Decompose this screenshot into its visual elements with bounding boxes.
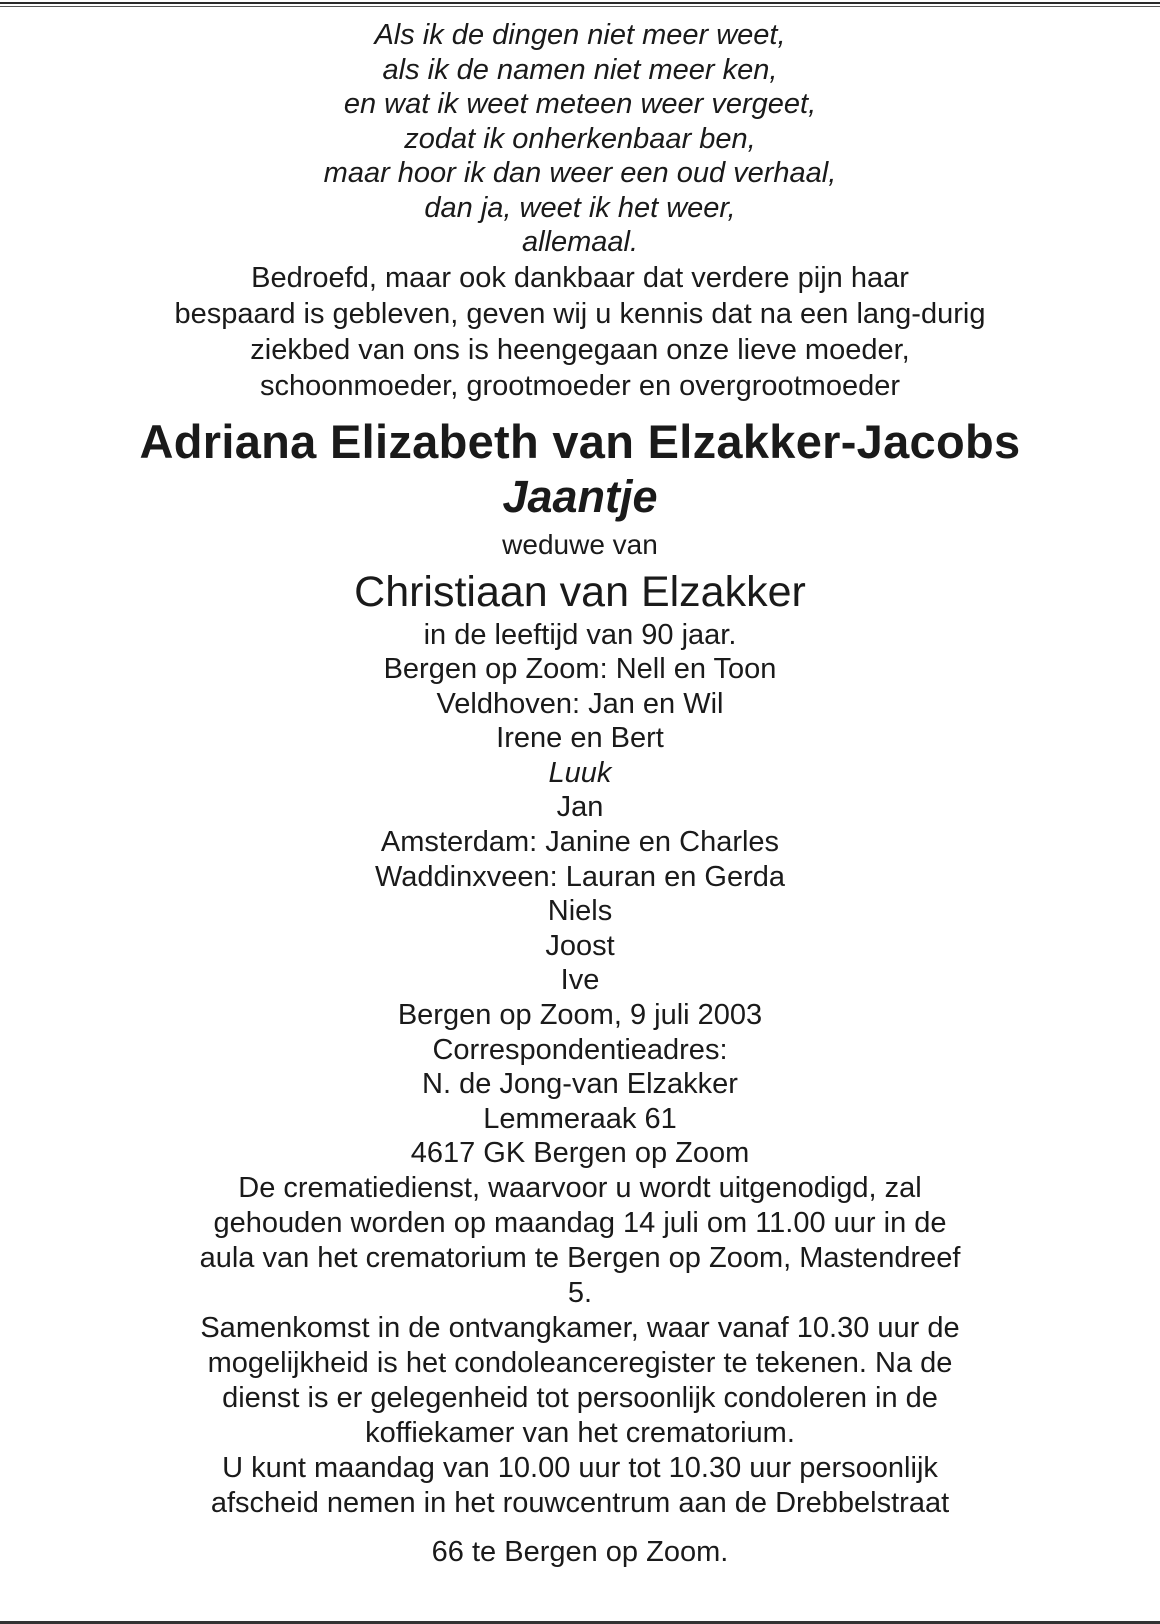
family-line: Niels bbox=[547, 895, 613, 928]
family-line: 4617 GK Bergen op Zoom bbox=[410, 1137, 750, 1170]
family-list bbox=[0, 618, 1160, 1172]
family-line: in de leeftijd van 90 jaar. bbox=[423, 618, 737, 651]
service-line: 5. bbox=[567, 1277, 593, 1309]
poem-line: maar hoor ik dan weer een oud verhaal, bbox=[323, 157, 837, 189]
top-border-line-thick bbox=[0, 2, 1160, 4]
intro-line: schoonmoeder, grootmoeder en overgrootmoeder bbox=[260, 369, 900, 402]
family-line: Lemmeraak 61 bbox=[483, 1102, 677, 1135]
service-line: De crematiedienst, waarvoor u wordt uitgenodigd, zal bbox=[238, 1172, 922, 1204]
poem-line: als ik de namen niet meer ken, bbox=[382, 53, 778, 86]
family-line: Bergen op Zoom: Nell en Toon bbox=[383, 653, 777, 686]
poem-line: dan ja, weet ik het weer, bbox=[424, 191, 736, 224]
closing-line: 66 te Bergen op Zoom. bbox=[431, 1536, 729, 1568]
family-line: Luuk bbox=[548, 756, 612, 789]
family-line: Veldhoven: Jan en Wil bbox=[436, 687, 724, 720]
service-line: mogelijkheid is het condoleanceregister te tekenen. Na de bbox=[207, 1347, 953, 1379]
intro-line: bespaard is gebleven, geven wij u kennis dat na een lang-durig bbox=[174, 297, 986, 330]
poem-line: allemaal. bbox=[521, 226, 639, 258]
family-line: N. de Jong-van Elzakker bbox=[422, 1068, 738, 1101]
obituary-card bbox=[0, 18, 1160, 1570]
top-border bbox=[0, 0, 1160, 10]
family-line: Joost bbox=[545, 929, 615, 962]
service-details bbox=[0, 1171, 1160, 1521]
family-line: Bergen op Zoom, 9 juli 2003 bbox=[397, 999, 763, 1032]
family-line: Irene en Bert bbox=[496, 722, 664, 755]
deceased-nickname: Jaantje bbox=[502, 470, 658, 522]
service-line: dienst is er gelegenheid tot persoonlijk condoleren in de bbox=[222, 1382, 938, 1414]
service-line: afscheid nemen in het rouwcentrum aan de Drebbelstraat bbox=[210, 1487, 950, 1519]
family-line: Correspondentieadres: bbox=[432, 1033, 728, 1066]
intro-line: ziekbed van ons is heengegaan onze lieve moeder, bbox=[250, 333, 910, 366]
service-line: U kunt maandag van 10.00 uur tot 10.30 uur persoonlijk bbox=[222, 1452, 938, 1484]
family-line: Waddinxveen: Lauran en Gerda bbox=[374, 860, 786, 893]
service-line: aula van het crematorium te Bergen op Zoom, Mastendreef bbox=[199, 1242, 961, 1274]
deceased-name: Adriana Elizabeth van Elzakker-Jacobs bbox=[139, 414, 1021, 468]
service-line: gehouden worden op maandag 14 juli om 11.00 uur in de bbox=[213, 1207, 947, 1239]
poem bbox=[0, 18, 1160, 260]
intro-line: Bedroefd, maar ook dankbaar dat verdere pijn haar bbox=[251, 261, 909, 294]
family-line: Ive bbox=[560, 964, 600, 997]
poem-line: zodat ik onherkenbaar ben, bbox=[404, 122, 756, 155]
service-line: Samenkomst in de ontvangkamer, waar vanaf 10.30 uur de bbox=[200, 1312, 960, 1344]
husband-name: Christiaan van Elzakker bbox=[354, 567, 806, 616]
top-border-line-thin bbox=[0, 6, 1160, 7]
service-line: koffiekamer van het crematorium. bbox=[365, 1417, 795, 1449]
poem-line: Als ik de dingen niet meer weet, bbox=[374, 19, 786, 51]
family-line: Amsterdam: Janine en Charles bbox=[380, 826, 780, 859]
announcement-intro bbox=[0, 260, 1160, 404]
widow-of-label: weduwe van bbox=[502, 528, 658, 560]
family-line: Jan bbox=[556, 791, 604, 824]
poem-line: en wat ik weet meteen weer vergeet, bbox=[343, 88, 817, 120]
